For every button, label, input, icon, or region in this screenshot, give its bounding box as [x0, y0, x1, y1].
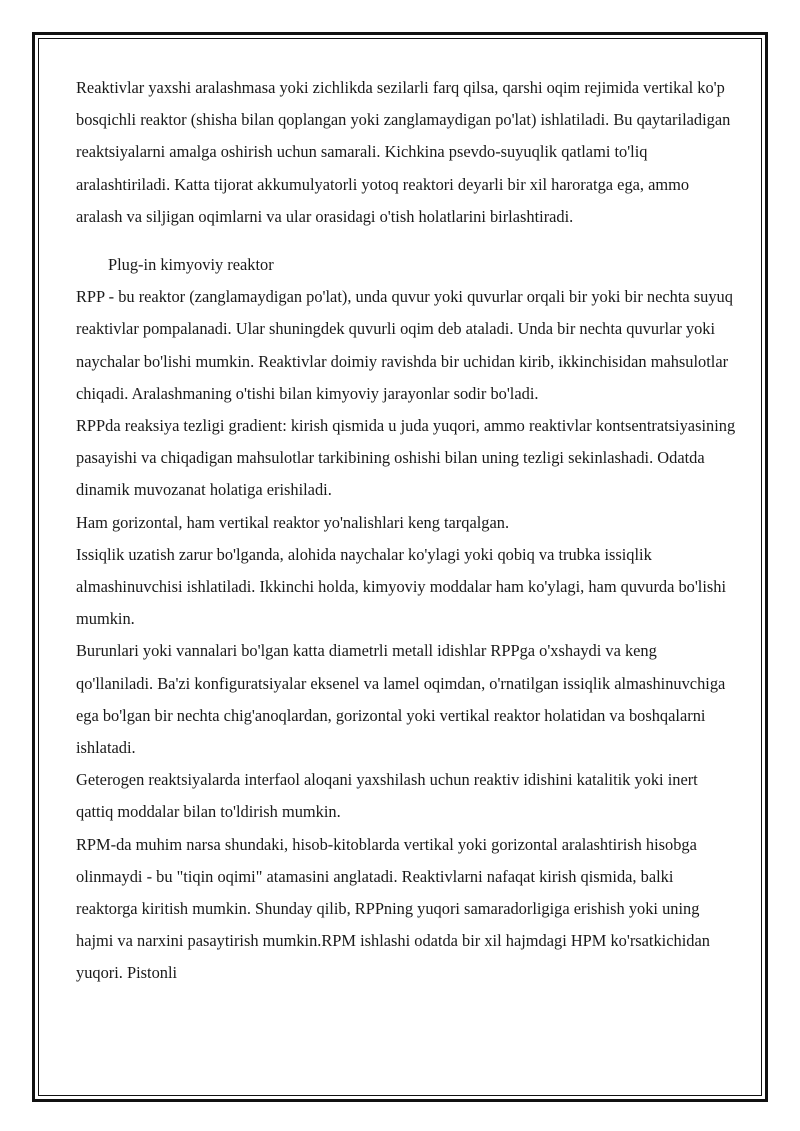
paragraph-4: Issiqlik uzatish zarur bo'lganda, alohida naychalar ko'ylagi yoki qobiq va trubka issiqlik almashinuvchisi ishlatiladi. Ikkinchi holda, kimyoviy moddalar ham ko'ylagi, ham quvurda bo'lishi mumkin.: [76, 544, 727, 629]
document-body: [76, 72, 736, 990]
paragraph-5: Burunlari yoki vannalari bo'lgan katta diametrli metall idishlar RPPga o'xshaydi va keng qo'llaniladi. Ba'zi konfiguratsiyalar eksenel va lamel oqimdan, o'rnatilgan issiqlik almashinuvchiga ega bo'lgan bir nechta chig'anoqlardan, gorizontal yoki vertikal reaktor holatidan va boshqalarni ishlatadi.: [76, 641, 726, 758]
paragraph-2: RPPda reaksiya tezligi gradient: kirish qismida u juda yuqori, ammo reaktivlar kontsentratsiyasining pasayishi va chiqadigan mahsulotlar tarkibining oshishi bilan uning tezligi sekinlashadi. Odatda dinamik muvozanat holatiga erishiladi.: [76, 416, 736, 500]
paragraph-3: Ham gorizontal, ham vertikal reaktor yo'nalishlari keng tarqalgan.: [76, 512, 510, 532]
section-heading: Plug-in kimyoviy reaktor: [108, 255, 274, 275]
paragraph-spacer: [76, 233, 736, 249]
paragraph-intro: Reaktivlar yaxshi aralashmasa yoki zichlikda sezilarli farq qilsa, qarshi oqim rejimida vertikal ko'p bosqichli reaktor (shisha bilan qoplangan yoki zanglamaydigan po'lat) ishlatiladi. Bu qaytariladigan reaktsiyalarni amalga oshirish uchun samarali. Kichkina psevdo-suyuqlik qatlami to'liq aralashtiriladi. Katta tijorat akkumulyatorli yotoq reaktori deyarli bir xil haroratga ega, ammo aralash va siljigan oqimlarni va ular orasidagi o'tish holatlarini birlashtiradi.: [76, 78, 731, 226]
paragraph-7: RPM-da muhim narsa shundaki, hisob-kitoblarda vertikal yoki gorizontal aralashtirish hisobga olinmaydi - bu "tiqin oqimi" atamasini anglatadi. Reaktivlarni nafaqat kirish qismida, balki reaktorga kiritish mumkin. Shunday qilib, RPPning yuqori samaradorligiga erishish yoki uning hajmi va narxini pasaytirish mumkin.RPM ishlashi odatda bir xil hajmdagi HPM ko'rsatkichidan yuqori. Pistonli: [76, 834, 710, 983]
paragraph-6: Geterogen reaktsiyalarda interfaol aloqani yaxshilash uchun reaktiv idishini katalitik yoki inert qattiq moddalar bilan to'ldirish mumkin.: [76, 770, 698, 822]
paragraph-1: RPP - bu reaktor (zanglamaydigan po'lat), unda quvur yoki quvurlar orqali bir yoki bir nechta suyuq reaktivlar pompalanadi. Ular shuningdek quvurli oqim deb ataladi. Unda bir nechta quvurlar yoki naychalar bo'lishi mumkin. Reaktivlar doimiy ravishda bir uchidan kirib, ikkinchisidan mahsulotlar chiqadi. Aralashmaning o'tishi bilan kimyoviy jarayonlar sodir bo'ladi.: [76, 287, 733, 403]
